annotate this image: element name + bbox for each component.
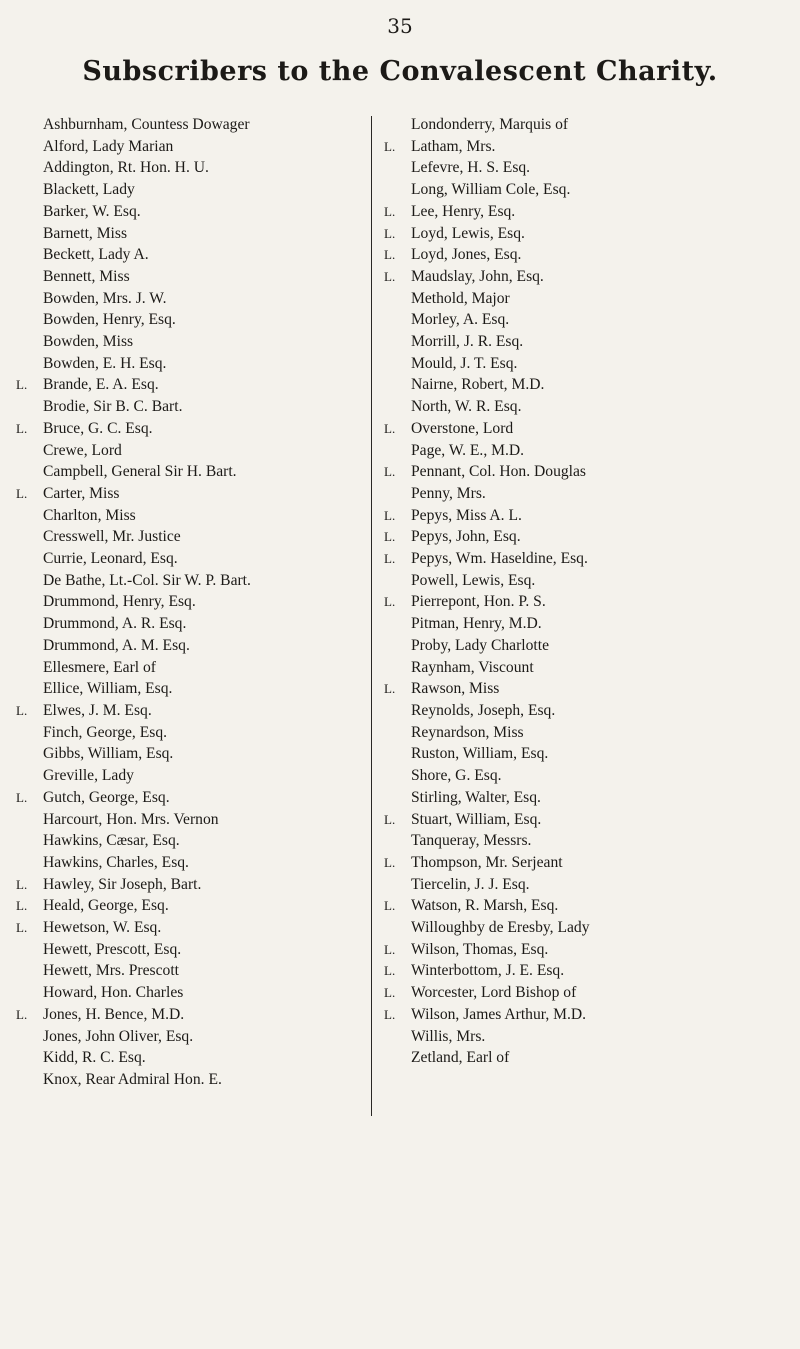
life-subscriber-mark: L. (16, 789, 28, 805)
life-subscriber-mark (16, 982, 43, 1004)
subscriber-name: Knox, Rear Admiral Hon. E. (43, 1070, 222, 1088)
life-subscriber-mark (384, 570, 411, 592)
subscriber-name: Page, W. E., M.D. (411, 441, 525, 459)
subscriber-name: Willoughby de Eresby, Lady (411, 919, 590, 937)
subscriber-name: Long, William Cole, Esq. (411, 181, 571, 199)
life-subscriber-mark: L. (16, 920, 28, 936)
subscriber-name: Gibbs, William, Esq. (43, 745, 174, 763)
life-subscriber-mark: L. (16, 898, 28, 914)
subscriber-entry (16, 266, 364, 288)
subscriber-entry (384, 374, 784, 396)
subscriber-name: Shore, G. Esq. (411, 767, 502, 785)
subscriber-entry (384, 201, 784, 223)
subscriber-name: Ellesmere, Earl of (43, 658, 157, 676)
subscriber-name: Addington, Rt. Hon. H. U. (43, 159, 209, 177)
subscriber-name: Heald, George, Esq. (43, 897, 169, 915)
subscriber-entry (16, 635, 364, 657)
subscriber-entry (16, 309, 364, 331)
subscriber-name: Howard, Hon. Charles (43, 984, 184, 1002)
subscriber-name: Bowden, Mrs. J. W. (43, 289, 167, 307)
subscriber-name: Methold, Major (411, 289, 510, 307)
subscriber-entry (16, 331, 364, 353)
column-divider (371, 116, 372, 1116)
life-subscriber-mark (16, 461, 43, 483)
life-subscriber-mark: L. (16, 377, 28, 393)
subscriber-entry (384, 1026, 784, 1048)
subscriber-entry (16, 483, 364, 505)
subscriber-entry (16, 657, 364, 679)
subscriber-name: Hewetson, W. Esq. (43, 919, 162, 937)
subscriber-name: Mould, J. T. Esq. (411, 354, 518, 372)
subscriber-entry (384, 852, 784, 874)
subscriber-entry (16, 505, 364, 527)
subscriber-name: Drummond, A. R. Esq. (43, 615, 187, 633)
subscriber-entry (384, 1004, 784, 1026)
subscriber-name: Beckett, Lady A. (43, 246, 149, 264)
life-subscriber-mark: L. (384, 898, 396, 914)
life-subscriber-mark (384, 440, 411, 462)
life-subscriber-mark (16, 526, 43, 548)
subscriber-entry (384, 223, 784, 245)
subscriber-entry (384, 982, 784, 1004)
subscriber-entry (384, 331, 784, 353)
subscriber-entry (384, 591, 784, 613)
subscriber-name: Brande, E. A. Esq. (43, 376, 159, 394)
subscriber-entry (384, 114, 784, 136)
life-subscriber-mark (16, 765, 43, 787)
life-subscriber-mark (16, 223, 43, 245)
life-subscriber-mark (16, 157, 43, 179)
life-subscriber-mark (16, 722, 43, 744)
subscriber-name: Pepys, Miss A. L. (411, 506, 522, 524)
subscriber-name: Pennant, Col. Hon. Douglas (411, 463, 586, 481)
life-subscriber-mark (16, 1047, 43, 1069)
life-subscriber-mark (16, 353, 43, 375)
subscriber-entry (384, 743, 784, 765)
subscriber-entry (16, 440, 364, 462)
life-subscriber-mark (16, 743, 43, 765)
subscriber-entry (384, 874, 784, 896)
subscriber-entry (16, 700, 364, 722)
subscriber-name: Tanqueray, Messrs. (411, 832, 532, 850)
subscriber-entry (16, 895, 364, 917)
life-subscriber-mark (384, 787, 411, 809)
subscriber-entry (384, 526, 784, 548)
life-subscriber-mark: L. (384, 1006, 396, 1022)
subscriber-name: Blackett, Lady (43, 181, 135, 199)
subscriber-entry (384, 353, 784, 375)
subscriber-name: Alford, Lady Marian (43, 137, 174, 155)
subscriber-entry (384, 548, 784, 570)
subscriber-entry (16, 461, 364, 483)
subscriber-entry (384, 765, 784, 787)
subscriber-entry (16, 852, 364, 874)
subscriber-entry (16, 613, 364, 635)
subscriber-name: Brodie, Sir B. C. Bart. (43, 398, 183, 416)
subscriber-entry (384, 722, 784, 744)
subscriber-name: Stuart, William, Esq. (411, 810, 542, 828)
subscriber-entry (16, 743, 364, 765)
page-number: 35 (387, 14, 413, 38)
subscriber-entry (16, 418, 364, 440)
life-subscriber-mark (16, 939, 43, 961)
life-subscriber-mark: L. (384, 247, 396, 263)
life-subscriber-mark: L. (16, 876, 28, 892)
subscriber-name: Morrill, J. R. Esq. (411, 333, 524, 351)
subscriber-name: Lee, Henry, Esq. (411, 202, 516, 220)
page-heading: Subscribers to the Convalescent Charity. (82, 56, 718, 87)
life-subscriber-mark (16, 1069, 43, 1091)
life-subscriber-mark (16, 852, 43, 874)
life-subscriber-mark (384, 874, 411, 896)
subscriber-entry (16, 288, 364, 310)
life-subscriber-mark (16, 179, 43, 201)
subscriber-entry (384, 505, 784, 527)
life-subscriber-mark (384, 309, 411, 331)
life-subscriber-mark: L. (384, 963, 396, 979)
subscriber-name: Worcester, Lord Bishop of (411, 984, 577, 1002)
life-subscriber-mark: L. (384, 203, 396, 219)
subscriber-entry (16, 374, 364, 396)
life-subscriber-mark (16, 809, 43, 831)
subscriber-name: Pepys, Wm. Haseldine, Esq. (411, 550, 588, 568)
subscriber-name: Stirling, Walter, Esq. (411, 788, 541, 806)
subscriber-entry (16, 1026, 364, 1048)
subscriber-name: Reynardson, Miss (411, 723, 524, 741)
subscriber-name: Harcourt, Hon. Mrs. Vernon (43, 810, 219, 828)
life-subscriber-mark: L. (384, 529, 396, 545)
life-subscriber-mark: L. (384, 681, 396, 697)
life-subscriber-mark (16, 505, 43, 527)
life-subscriber-mark (384, 114, 411, 136)
subscriber-name: Finch, George, Esq. (43, 723, 168, 741)
subscriber-name: Lefevre, H. S. Esq. (411, 159, 531, 177)
subscriber-entry (384, 266, 784, 288)
life-subscriber-mark: L. (384, 138, 396, 154)
subscriber-name: Bowden, Miss (43, 333, 134, 351)
subscriber-entry (384, 1047, 784, 1069)
subscriber-entry (16, 874, 364, 896)
life-subscriber-mark (384, 353, 411, 375)
life-subscriber-mark (16, 548, 43, 570)
life-subscriber-mark: L. (384, 811, 396, 827)
life-subscriber-mark (384, 1026, 411, 1048)
subscriber-name: De Bathe, Lt.-Col. Sir W. P. Bart. (43, 571, 251, 589)
life-subscriber-mark: L. (384, 551, 396, 567)
subscriber-entry (16, 114, 364, 136)
subscriber-entry (16, 570, 364, 592)
subscriber-entry (16, 960, 364, 982)
subscriber-name: Wilson, James Arthur, M.D. (411, 1005, 587, 1023)
life-subscriber-mark: L. (384, 420, 396, 436)
life-subscriber-mark (16, 613, 43, 635)
life-subscriber-mark (384, 613, 411, 635)
subscriber-name: Powell, Lewis, Esq. (411, 571, 536, 589)
life-subscriber-mark: L. (384, 941, 396, 957)
subscriber-list-left (16, 114, 364, 1091)
subscriber-name: Crewe, Lord (43, 441, 122, 459)
subscriber-entry (384, 179, 784, 201)
life-subscriber-mark (16, 440, 43, 462)
life-subscriber-mark (16, 266, 43, 288)
subscriber-name: Hewett, Prescott, Esq. (43, 940, 182, 958)
subscriber-entry (16, 939, 364, 961)
subscriber-name: Carter, Miss (43, 484, 120, 502)
subscriber-entry (16, 765, 364, 787)
subscriber-name: Hawkins, Charles, Esq. (43, 853, 189, 871)
life-subscriber-mark (16, 591, 43, 613)
subscriber-entry (384, 136, 784, 158)
life-subscriber-mark (384, 635, 411, 657)
life-subscriber-mark (384, 657, 411, 679)
life-subscriber-mark: L. (384, 985, 396, 1001)
life-subscriber-mark (16, 331, 43, 353)
life-subscriber-mark: L. (384, 594, 396, 610)
subscriber-name: Bowden, Henry, Esq. (43, 311, 176, 329)
life-subscriber-mark (384, 1047, 411, 1069)
subscriber-name: Pitman, Henry, M.D. (411, 615, 542, 633)
life-subscriber-mark (384, 157, 411, 179)
subscriber-name: Proby, Lady Charlotte (411, 636, 550, 654)
subscriber-entry (384, 809, 784, 831)
subscriber-entry (16, 223, 364, 245)
life-subscriber-mark: L. (384, 268, 396, 284)
subscriber-entry (384, 830, 784, 852)
subscriber-name: Tiercelin, J. J. Esq. (411, 875, 530, 893)
subscriber-entry (16, 1047, 364, 1069)
subscriber-entry (16, 201, 364, 223)
subscriber-name: Watson, R. Marsh, Esq. (411, 897, 559, 915)
subscriber-name: Kidd, R. C. Esq. (43, 1049, 146, 1067)
subscriber-name: North, W. R. Esq. (411, 398, 522, 416)
subscriber-name: Overstone, Lord (411, 419, 514, 437)
subscriber-name: Barnett, Miss (43, 224, 128, 242)
life-subscriber-mark: L. (384, 507, 396, 523)
subscriber-name: Barker, W. Esq. (43, 202, 141, 220)
subscriber-entry (384, 678, 784, 700)
subscriber-name: Drummond, A. M. Esq. (43, 636, 190, 654)
life-subscriber-mark (16, 309, 43, 331)
life-subscriber-mark: L. (16, 1006, 28, 1022)
subscriber-name: Gutch, George, Esq. (43, 788, 170, 806)
subscriber-name: Ruston, William, Esq. (411, 745, 549, 763)
life-subscriber-mark: L. (384, 464, 396, 480)
subscriber-name: Bowden, E. H. Esq. (43, 354, 167, 372)
subscriber-entry (384, 917, 784, 939)
life-subscriber-mark: L. (16, 420, 28, 436)
subscriber-name: Reynolds, Joseph, Esq. (411, 701, 556, 719)
subscriber-entry (384, 787, 784, 809)
life-subscriber-mark (384, 483, 411, 505)
subscriber-name: Raynham, Viscount (411, 658, 534, 676)
life-subscriber-mark: L. (384, 854, 396, 870)
subscriber-name: Winterbottom, J. E. Esq. (411, 962, 565, 980)
subscriber-name: Ellice, William, Esq. (43, 680, 173, 698)
life-subscriber-mark (384, 288, 411, 310)
subscriber-name: Cresswell, Mr. Justice (43, 528, 181, 546)
subscriber-name: Maudslay, John, Esq. (411, 267, 544, 285)
subscriber-entry (16, 1069, 364, 1091)
subscriber-name: Zetland, Earl of (411, 1049, 510, 1067)
life-subscriber-mark (384, 765, 411, 787)
life-subscriber-mark (384, 331, 411, 353)
subscriber-entry (384, 895, 784, 917)
subscriber-name: Morley, A. Esq. (411, 311, 510, 329)
subscriber-name: Pierrepont, Hon. P. S. (411, 593, 546, 611)
life-subscriber-mark (16, 201, 43, 223)
life-subscriber-mark (16, 244, 43, 266)
subscriber-entry (16, 157, 364, 179)
subscriber-name: Bennett, Miss (43, 267, 130, 285)
subscriber-name: Ashburnham, Countess Dowager (43, 116, 250, 133)
subscriber-entry (384, 960, 784, 982)
subscriber-name: Pepys, John, Esq. (411, 528, 521, 546)
subscriber-entry (16, 548, 364, 570)
subscriber-entry (16, 244, 364, 266)
life-subscriber-mark (16, 396, 43, 418)
subscriber-entry (384, 657, 784, 679)
subscriber-entry (384, 418, 784, 440)
subscriber-entry (16, 591, 364, 613)
subscriber-entry (384, 461, 784, 483)
life-subscriber-mark: L. (384, 225, 396, 241)
subscriber-entry (384, 440, 784, 462)
life-subscriber-mark (384, 700, 411, 722)
subscriber-entry (16, 353, 364, 375)
life-subscriber-mark: L. (16, 485, 28, 501)
life-subscriber-mark: L. (16, 702, 28, 718)
subscriber-name: Hewett, Mrs. Prescott (43, 962, 179, 980)
subscriber-name: Loyd, Lewis, Esq. (411, 224, 525, 242)
subscriber-entry (384, 309, 784, 331)
subscriber-name: Campbell, General Sir H. Bart. (43, 463, 237, 481)
subscriber-name: Nairne, Robert, M.D. (411, 376, 545, 394)
subscriber-entry (16, 809, 364, 831)
life-subscriber-mark (384, 917, 411, 939)
subscriber-name: Willis, Mrs. (411, 1027, 486, 1045)
subscriber-entry (16, 982, 364, 1004)
subscriber-name: Latham, Mrs. (411, 137, 496, 155)
subscriber-name: Loyd, Jones, Esq. (411, 246, 522, 264)
subscriber-entry (384, 396, 784, 418)
life-subscriber-mark (16, 570, 43, 592)
life-subscriber-mark (384, 830, 411, 852)
subscriber-name: Currie, Leonard, Esq. (43, 550, 178, 568)
life-subscriber-mark (16, 136, 43, 158)
subscriber-entry (384, 570, 784, 592)
subscriber-name: Jones, H. Bence, M.D. (43, 1005, 185, 1023)
subscriber-entry (384, 613, 784, 635)
life-subscriber-mark (16, 678, 43, 700)
life-subscriber-mark (384, 396, 411, 418)
life-subscriber-mark (16, 635, 43, 657)
subscriber-list-right (384, 114, 784, 1069)
subscriber-entry (16, 136, 364, 158)
life-subscriber-mark (384, 179, 411, 201)
subscriber-name: Hawley, Sir Joseph, Bart. (43, 875, 202, 893)
subscriber-name: Drummond, Henry, Esq. (43, 593, 196, 611)
subscriber-entry (16, 1004, 364, 1026)
subscriber-entry (384, 244, 784, 266)
subscriber-name: Penny, Mrs. (411, 484, 486, 502)
subscriber-entry (16, 917, 364, 939)
subscriber-entry (384, 483, 784, 505)
subscriber-entry (16, 526, 364, 548)
subscriber-entry (16, 396, 364, 418)
life-subscriber-mark (384, 743, 411, 765)
subscriber-entry (16, 722, 364, 744)
subscriber-entry (384, 288, 784, 310)
subscriber-entry (16, 830, 364, 852)
subscriber-name: Greville, Lady (43, 767, 134, 785)
subscriber-entry (384, 700, 784, 722)
subscriber-entry (384, 157, 784, 179)
subscriber-entry (384, 939, 784, 961)
life-subscriber-mark (16, 288, 43, 310)
life-subscriber-mark (384, 722, 411, 744)
life-subscriber-mark (384, 374, 411, 396)
life-subscriber-mark (16, 657, 43, 679)
life-subscriber-mark (16, 114, 43, 136)
subscriber-name: Hawkins, Cæsar, Esq. (43, 832, 180, 850)
subscriber-name: Charlton, Miss (43, 506, 136, 524)
life-subscriber-mark (16, 1026, 43, 1048)
subscriber-name: Londonderry, Marquis of (411, 116, 569, 133)
subscriber-entry (16, 678, 364, 700)
subscriber-name: Wilson, Thomas, Esq. (411, 940, 549, 958)
subscriber-name: Elwes, J. M. Esq. (43, 701, 152, 719)
subscriber-entry (16, 179, 364, 201)
subscriber-entry (384, 635, 784, 657)
subscriber-name: Bruce, G. C. Esq. (43, 419, 153, 437)
life-subscriber-mark (16, 830, 43, 852)
subscriber-name: Thompson, Mr. Serjeant (411, 853, 563, 871)
subscriber-entry (16, 787, 364, 809)
subscriber-name: Jones, John Oliver, Esq. (43, 1027, 194, 1045)
life-subscriber-mark (16, 960, 43, 982)
subscriber-name: Rawson, Miss (411, 680, 500, 698)
